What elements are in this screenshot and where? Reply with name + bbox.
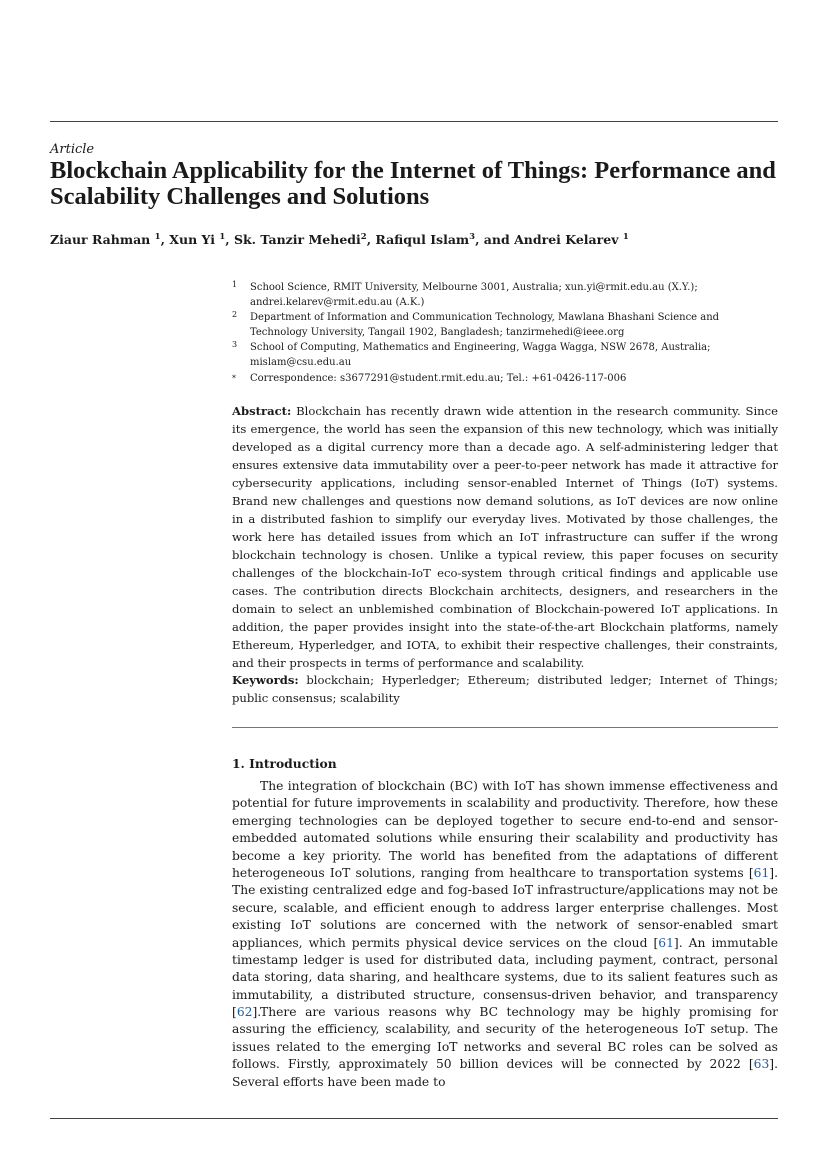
citation-link[interactable]: 61 bbox=[658, 935, 674, 950]
body-paragraph: The integration of blockchain (BC) with IoT has shown immense effectiveness and potential for future improvements in scalability and productivity. Therefore, how these emerging technologies can be deployed together to secure end-to-end and sensor-embedded automated solutions while ensuring their scalability and productivity has become a key priority. The world has benefited from the adaptations of different heterogeneous IoT solutions, ranging from healthcare to transportation systems [61]. The existing centralized edge and fog-based IoT infrastructure/applications may not be secure, scalable, and efficient enough to address larger enterprise challenges. Most existing IoT solutions are concerned with the network of sensor-enabled smart appliances, which permits physical device services on the cloud [61]. An immutable timestamp ledger is used for distributed data, including payment, contract, personal data storing, data sharing, and healthcare systems, due to its salient features such as immutability, a distributed structure, consensus-driven behavior, and transparency [62]. bbox=[232, 779, 779, 1020]
abstract-label: Abstract: bbox=[232, 404, 292, 418]
citation-link[interactable]: 63 bbox=[753, 1057, 770, 1072]
bottom-rule bbox=[50, 1118, 778, 1119]
top-rule bbox=[50, 121, 778, 122]
author-affiliation-mark: 1 bbox=[219, 232, 226, 242]
author-affiliation-mark: 3 bbox=[469, 232, 476, 242]
correspondence-text: Correspondence: s3677291@student.rmit.edu.au; Tel.: +61-0426-117-006 bbox=[250, 373, 627, 384]
affiliation-mark: 3 bbox=[232, 340, 238, 349]
body-paragraph: There are various reasons why BC technology may be highly promising for assuring the efficiency, scalability, and security of the heterogeneous IoT setup. The issues related to the emerging IoT networks and several BC roles can be solved as follows. Firstly, approximately 50 billion devices will be connected by 2022 [63]. Several efforts have been made to bbox=[232, 1005, 778, 1089]
abstract-text: Blockchain has recently drawn wide attention in the research community. Since its emergence, the world has seen the expansion of this new technology, which was initially developed as a digital currency more than a decade ago. A self-administering ledger that ensures extensive data immutability over a peer-to-peer network has made it attractive for cybersecurity applications, including sensor-enabled Internet of Things (IoT) systems. Brand new challenges and questions now demand solutions, as IoT devices are now online in a distributed fashion to simplify our everyday lives. Motivated by those challenges, the work here has detailed issues from which an IoT infrastructure can suffer if the wrong blockchain technology is chosen. Unlike a typical review, this paper focuses on security challenges of the blockchain-IoT eco-system through critical findings and applicable use cases. The contribution directs Blockchain architects, designers, and researchers in the domain to select an unblemished combination of Blockchain-powered IoT applications. In addition, the paper provides insight into the state-of-the-art Blockchain platforms, namely Ethereum, Hyperledger, and IOTA, to exhibit their respective challenges, their constraints, and their prospects in terms of performance and scalability. bbox=[232, 404, 779, 670]
author-name: Xun Yi bbox=[169, 232, 215, 248]
section-title: Introduction bbox=[249, 756, 337, 771]
section-divider bbox=[232, 727, 778, 728]
article-type: Article bbox=[50, 142, 95, 157]
author-name: Rafiqul Islam bbox=[375, 232, 470, 248]
affiliation-text: School Science, RMIT University, Melbourne 3001, Australia; xun.yi@rmit.edu.au (X.Y.); andrei.kelarev@rmit.edu.au (A.K.) bbox=[250, 282, 698, 308]
keywords-text: blockchain; Hyperledger; Ethereum; distributed ledger; Internet of Things; public consensus; scalability bbox=[232, 673, 778, 705]
citation-link[interactable]: 62 bbox=[236, 1005, 253, 1020]
paper-title: Blockchain Applicability for the Internet of Things: Performance and Scalability Challenges and Solutions bbox=[50, 157, 776, 210]
author-affiliation-mark: 1 bbox=[154, 232, 161, 242]
author-name: Andrei Kelarev bbox=[514, 232, 619, 248]
citation-link[interactable]: 61 bbox=[753, 866, 770, 881]
section-number: 1. bbox=[232, 756, 245, 771]
affiliation-mark: 2 bbox=[232, 310, 238, 319]
author-list: Ziaur Rahman $^1$, Xun Yi $^1$, Sk. Tanzir Mehedi$^2$, Rafiqul Islam$^3$, and Andrei Kelarev $^1$ bbox=[50, 232, 629, 248]
section-heading bbox=[232, 756, 337, 771]
abstract bbox=[232, 402, 778, 672]
authors-conjunction: and bbox=[483, 232, 510, 248]
affiliation-text: Department of Information and Communication Technology, Mawlana Bhashani Science and Technology University, Tangail 1902, Bangladesh; tanzirmehedi@ieee.org bbox=[250, 312, 720, 338]
correspondence-mark: * bbox=[232, 374, 236, 383]
author-affiliation-mark: 2 bbox=[360, 232, 367, 242]
keywords-label: Keywords: bbox=[232, 673, 299, 687]
author-name: Ziaur Rahman bbox=[50, 232, 151, 248]
keywords bbox=[232, 671, 778, 707]
author-affiliation-mark: 1 bbox=[622, 232, 629, 242]
affiliation-mark: 1 bbox=[232, 280, 238, 289]
affiliation-text: School of Computing, Mathematics and Engineering, Wagga Wagga, NSW 2678, Australia; mislam@csu.edu.au bbox=[250, 342, 711, 368]
author-name: Sk. Tanzir Mehedi bbox=[233, 232, 361, 248]
